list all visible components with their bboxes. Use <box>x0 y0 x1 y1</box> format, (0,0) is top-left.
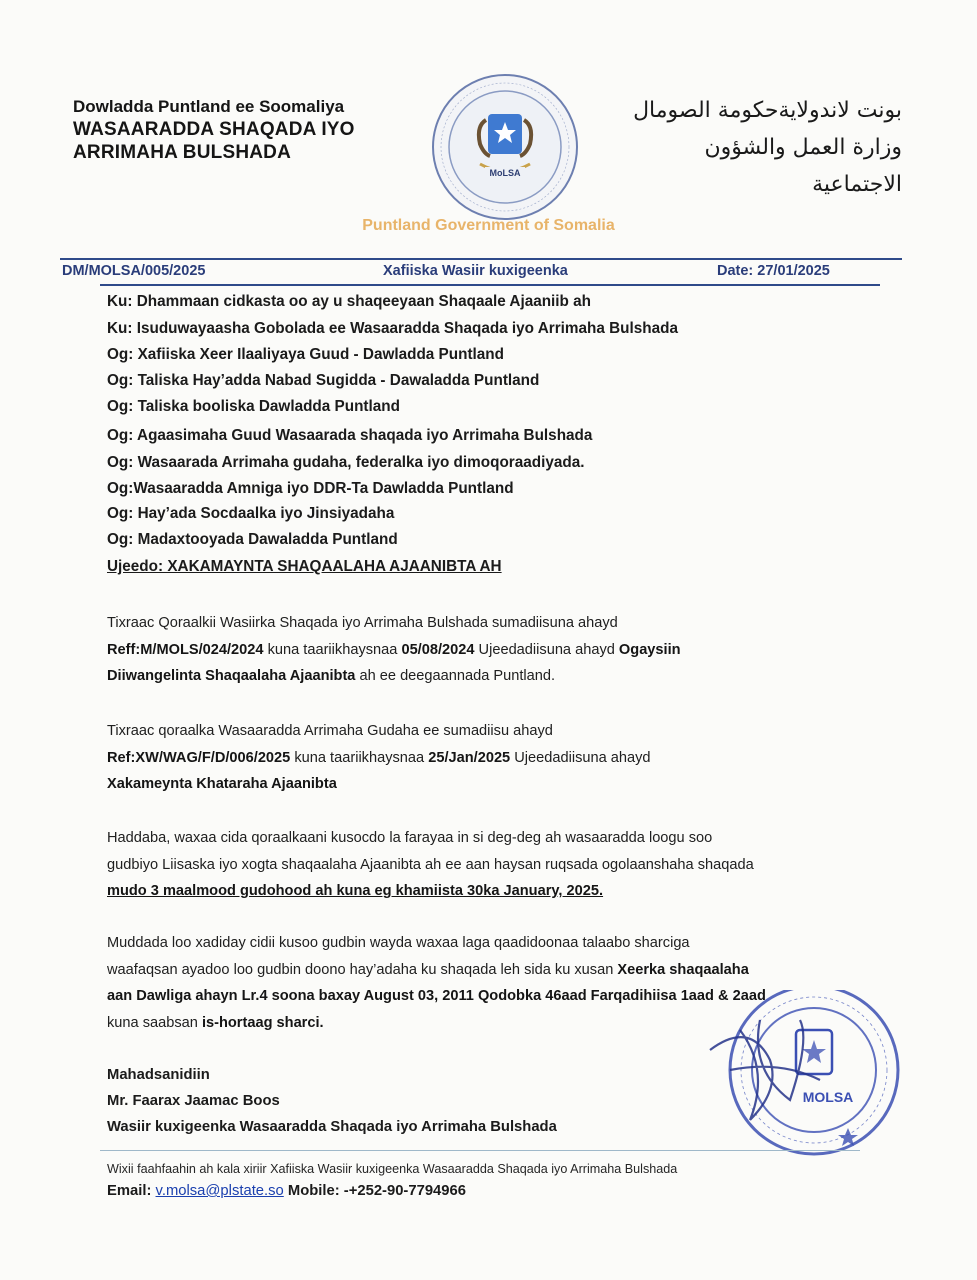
p1-line-1: Tixraac Qoraalkii Wasiirka Shaqada iyo Arrimaha Bulshada sumadiisuna ahayd <box>107 615 618 631</box>
p2-text: kuna taariikhaysnaa <box>290 749 429 766</box>
p2-text-2: Ujeedadiisuna ahayd <box>510 749 651 766</box>
p4-line-2 <box>107 957 867 984</box>
footer-rule <box>100 1150 860 1151</box>
ministry-name-somali <box>73 96 355 164</box>
paragraph-reference-2 <box>107 718 867 798</box>
cc-line: Og: Wasaarada Arrimaha gudaha, federalka iyo dimoqoraadiyada. <box>107 454 585 471</box>
cc-line: Og: Hay’ada Socdaalka iyo Jinsiyadaha <box>107 505 395 522</box>
letter-date: Date: 27/01/2025 <box>717 263 830 279</box>
p4-law-ref: aan Dawliga ahayn Lr.4 soona baxay August 03, 2011 Qodobka 46aad Farqadihiisa 1aad & 2aad <box>107 988 766 1004</box>
paragraph-reference-1 <box>107 610 867 690</box>
paragraph-instruction <box>107 825 867 905</box>
ministry-line-2: ARRIMAHA BULSHADA <box>73 142 292 163</box>
footer-info: Wixii faahfaahin ah kala xiriir Xafiiska Wasiir kuxigeenka Wasaaradda Shaqada iyo Arrimaha Bulshada <box>107 1162 678 1176</box>
p4-bold: Xeerka shaqaalaha <box>617 961 749 978</box>
p1-date: 05/08/2024 <box>401 641 475 658</box>
p2-line-3 <box>107 771 867 798</box>
p1-line-2 <box>107 637 867 664</box>
p1-bold-1: Ogaysiin <box>618 641 681 658</box>
p1-end: ah ee deegaannada Puntland. <box>355 668 556 684</box>
p4-bold-2: is-hortaag sharci. <box>201 1014 324 1031</box>
mobile-number: Mobile: -+252-90-7794966 <box>283 1183 466 1199</box>
p3-line-2: gudbiyo Liisaska iyo xogta shaqaalaha Ajaanibta ah ee aan haysan ruqsada ogolaanshaha shaqada <box>107 856 754 873</box>
p1-ref: Reff:M/MOLS/024/2024 <box>107 641 264 658</box>
email-link[interactable]: v.molsa@plstate.so <box>155 1183 284 1199</box>
p2-bold: Xakameynta Khataraha Ajaanibta <box>107 776 337 792</box>
p1-bold-2: Diiwangelinta Shaqaalaha Ajaanibta <box>107 668 356 684</box>
cc-line: Og:Wasaaradda Amniga iyo DDR-Ta Dawladda Puntland <box>107 480 514 497</box>
ministry-name-arabic <box>633 92 902 203</box>
p2-line-2 <box>107 745 867 772</box>
arabic-line-1: بونت لاندولايةحكومة الصومال <box>633 98 902 123</box>
header-rule-bottom <box>100 284 880 286</box>
p4-text-2: kuna saabsan <box>107 1014 202 1031</box>
subject-line: Ujeedo: XAKAMAYNTA SHAQAALAHA AJAANIBTA AH <box>107 558 502 575</box>
office-name: Xafiiska Wasiir kuxigeenka <box>383 263 568 279</box>
p4-text: waafaqsan ayadoo loo gudbin doono hay’adaha ku shaqada leh sida ku xusan <box>107 961 618 978</box>
arabic-line-2: وزارة العمل والشؤون <box>704 135 902 160</box>
closing-line: Mahadsanidiin <box>107 1067 210 1083</box>
recipient-line: Ku: Isuduwayaasha Gobolada ee Wasaaradda Shaqada iyo Arrimaha Bulshada <box>107 320 678 337</box>
reference-number: DM/MOLSA/005/2025 <box>62 263 206 279</box>
letterhead-subtitle: Puntland Government of Somalia <box>362 217 615 234</box>
p2-line-1: Tixraac qoraalka Wasaaradda Arrimaha Gudaha ee sumadiisu ahayd <box>107 723 553 739</box>
cc-line: Og: Xafiiska Xeer Ilaaliyaya Guud - Dawladda Puntland <box>107 346 504 363</box>
stamp-text: MOLSA <box>802 1089 854 1105</box>
handwritten-signature <box>700 1010 880 1130</box>
signature-block <box>107 1062 557 1140</box>
signatory-name: Mr. Faarax Jaamac Boos <box>107 1093 280 1109</box>
p3-line-1: Haddaba, waxaa cida qoraalkaani kusocdo la farayaa in si deg-deg ah wasaaradda loogu soo <box>107 830 713 846</box>
cc-line: Og: Madaxtooyada Dawaladda Puntland <box>107 531 398 548</box>
p1-text: kuna taariikhaysnaa <box>263 641 402 658</box>
signatory-title: Wasiir kuxigeenka Wasaaradda Shaqada iyo Arrimaha Bulshada <box>107 1119 557 1135</box>
p3-line-3 <box>107 878 867 905</box>
cc-line: Og: Agaasimaha Guud Wasaarada shaqada iyo Arrimaha Bulshada <box>107 427 593 444</box>
ministry-line-1: WASAARADDA SHAQADA IYO <box>73 119 355 140</box>
arabic-line-3: الاجتماعية <box>812 172 902 197</box>
ministry-logo <box>430 72 580 222</box>
p1-line-3 <box>107 663 867 690</box>
p2-ref: Ref:XW/WAG/F/D/006/2025 <box>107 749 291 766</box>
logo-text: MoLSA <box>489 168 521 178</box>
cc-line: Og: Taliska booliska Dawladda Puntland <box>107 398 400 415</box>
cc-line: Og: Taliska Hay’adda Nabad Sugidda - Dawaladda Puntland <box>107 372 540 389</box>
header-rule-top <box>60 258 902 260</box>
deadline-text: mudo 3 maalmood gudohood ah kuna eg khamiista 30ka January, 2025. <box>107 883 604 899</box>
p2-date: 25/Jan/2025 <box>428 749 511 766</box>
footer-contact <box>107 1183 466 1199</box>
p4-line-1: Muddada loo xadiday cidii kusoo gudbin wayda waxaa laga qaadidoonaa talaabo sharciga <box>107 935 690 951</box>
email-label: Email: <box>107 1183 156 1199</box>
recipient-line: Ku: Dhammaan cidkasta oo ay u shaqeeyaan Shaqaale Ajaaniib ah <box>107 293 592 310</box>
p1-text-2: Ujeedadiisuna ahayd <box>474 641 619 658</box>
government-line: Dowladda Puntland ee Soomaliya <box>73 97 345 116</box>
